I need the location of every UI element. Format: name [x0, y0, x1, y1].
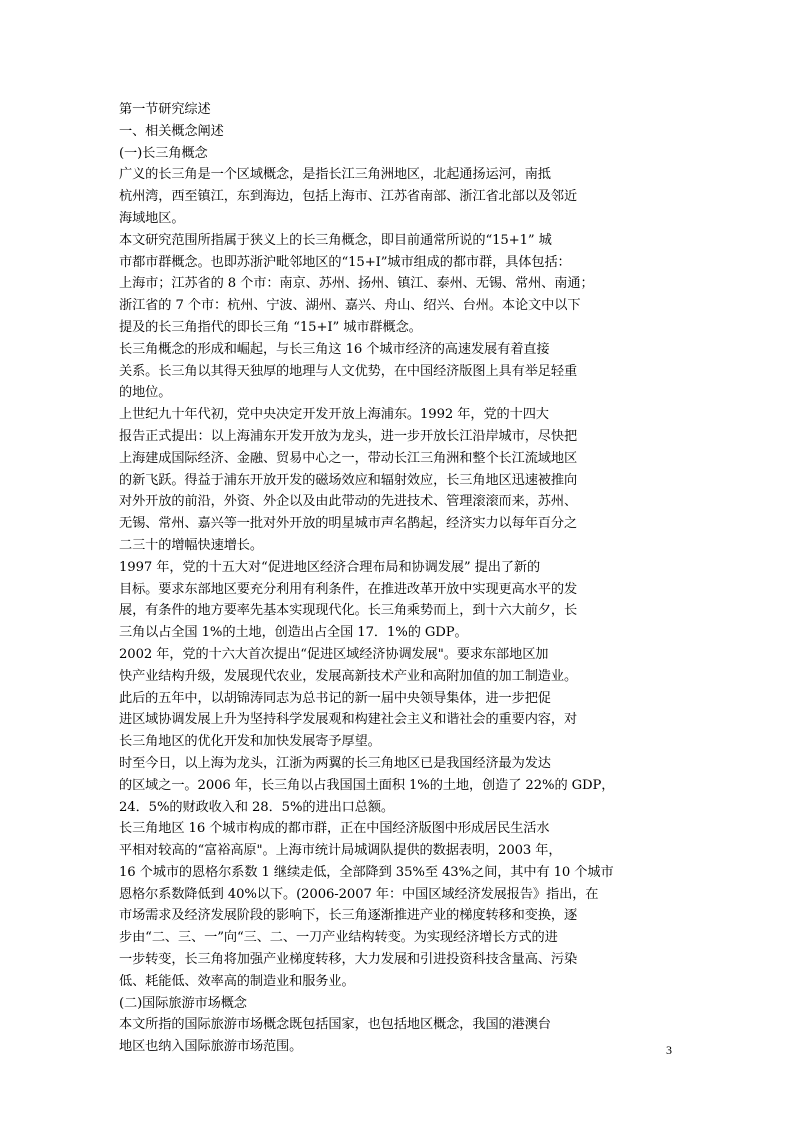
text-line: 步由“二、三、一”向“三、二、一刀产业结构转变。为实现经济增长方式的进 — [119, 930, 558, 946]
text-line: 三角以占全国 1%的土地，创造出占全国 17．1%的 GDP。 — [119, 625, 468, 641]
page-number: 3 — [666, 1043, 672, 1057]
topic-heading-international-tourism: (二)国际旅游市场概念 — [119, 995, 247, 1011]
text-line: 本文所指的国际旅游市场概念既包括国家，也包括地区概念，我国的港澳台 — [119, 1017, 551, 1033]
text-line: 市都市群概念。也即苏浙沪毗邻地区的“15+I”城市组成的都市群，具体包括： — [119, 254, 571, 270]
text-line: 浙江省的 7 个市：杭州、宁波、湖州、嘉兴、舟山、绍兴、台州。本论文中以下 — [119, 298, 581, 314]
text-line: 杭州湾，西至镇江，东到海边，包括上海市、江苏省南部、浙江省北部以及邻近 — [119, 189, 578, 205]
text-line: 恩格尔系数降低到 40%以下。(2006-2007 年：中国区域经济发展报告》指出，在 — [119, 886, 599, 902]
text-line: 无锡、常州、嘉兴等一批对外开放的明星城市声名鹊起，经济实力以每年百分之 — [119, 516, 578, 532]
text-line: 长三角地区 16 个城市构成的都市群，正在中国经济版图中形成居民生活水 — [119, 821, 550, 837]
text-line: 的区域之一。2006 年，长三角以占我国国土面积 1%的土地，创造了 22%的 GDP， — [119, 777, 615, 793]
text-line: 提及的长三角指代的即长三角 “15+I” 城市群概念。 — [119, 319, 422, 335]
text-line: 的地位。 — [119, 385, 172, 401]
text-line: 此后的五年中，以胡锦涛同志为总书记的新一届中央领导集体，进一步把促 — [119, 690, 551, 706]
text-line: 目标。要求东部地区要充分利用有利条件，在推进改革开放中实现更高水平的发 — [119, 581, 578, 597]
text-line: 快产业结构升级，发展现代农业，发展高新技术产业和高附加值的加工制造业。 — [119, 668, 578, 684]
text-line: 关系。长三角以其得天独厚的地理与人文优势，在中国经济版图上具有举足轻重 — [119, 363, 578, 379]
text-line: 本文研究范围所指属于狭义上的长三角概念，即目前通常所说的“15+1” 城 — [119, 232, 552, 248]
text-line: 低、耗能低、效率高的制造业和服务业。 — [119, 973, 355, 989]
body-text — [119, 99, 639, 1058]
text-line: 的新飞跃。得益于浦东开放开发的磁场效应和辐射效应，长三角地区迅速被推向 — [119, 472, 578, 488]
text-line: 二三十的增幅快速增长。 — [119, 537, 263, 553]
text-line: 展，有条件的地方要率先基本实现现代化。长三角乘势而上，到十六大前夕，长 — [119, 603, 578, 619]
text-line: 进区域协调发展上升为坚持科学发展观和构建社会主义和谐社会的重要内容，对 — [119, 712, 578, 728]
topic-heading-yangtze-delta: (一)长三角概念 — [119, 145, 208, 161]
text-line: 对外开放的前沿，外资、外企以及由此带动的先进技术、管理滚滚而来，苏州、 — [119, 494, 578, 510]
text-line: 上海市；江苏省的 8 个市：南京、苏州、扬州、镇江、泰州、无锡、常州、南通； — [119, 276, 594, 292]
section-heading: 第一节研究综述 — [119, 102, 211, 117]
text-line: 长三角概念的形成和崛起，与长三角这 16 个城市经济的高速发展有着直接 — [119, 341, 550, 357]
subsection-heading: 一、相关概念阐述 — [119, 123, 224, 139]
text-line: 一步转变，长三角将加强产业梯度转移，大力发展和引进投资科技含量高、污染 — [119, 952, 578, 968]
text-line: 上世纪九十年代初，党中央决定开发开放上海浦东。1992 年，党的十四大 — [119, 407, 549, 423]
text-line: 时至今日，以上海为龙头，江浙为两翼的长三角地区已是我国经济最为发达 — [119, 755, 551, 771]
text-line: 平相对较高的“富裕高原"。上海市统计局城调队提供的数据表明，2003 年， — [119, 843, 562, 859]
text-line: 上海建成国际经济、金融、贸易中心之一，带动长江三角洲和整个长江流域地区 — [119, 450, 578, 466]
text-line: 24．5%的财政收入和 28．5%的进出口总额。 — [119, 799, 395, 815]
text-line: 报告正式提出：以上海浦东开发开放为龙头，进一步开放长江沿岸城市，尽快把 — [119, 428, 578, 444]
text-line: 16 个城市的恩格尔系数 1 继续走低，全部降到 35%至 43%之间，其中有 10 个城市 — [119, 864, 614, 880]
text-line: 地区也纳入国际旅游市场范围。 — [119, 1039, 303, 1055]
text-line: 市场需求及经济发展阶段的影响下，长三角逐渐推进产业的梯度转移和变换，逐 — [119, 908, 578, 924]
text-line: 1997 年，党的十五大对“促进地区经济合理布局和协调发展” 提出了新的 — [119, 559, 541, 575]
text-line: 海域地区。 — [119, 210, 185, 226]
text-line: 长三角地区的优化开发和加快发展寄予厚望。 — [119, 734, 381, 750]
text-line: 2002 年，党的十六大首次提出“促进区域经济协调发展"。要求东部地区加 — [119, 646, 549, 662]
text-line: 广义的长三角是一个区域概念，是指长江三角洲地区，北起通扬运河，南抵 — [119, 167, 551, 183]
